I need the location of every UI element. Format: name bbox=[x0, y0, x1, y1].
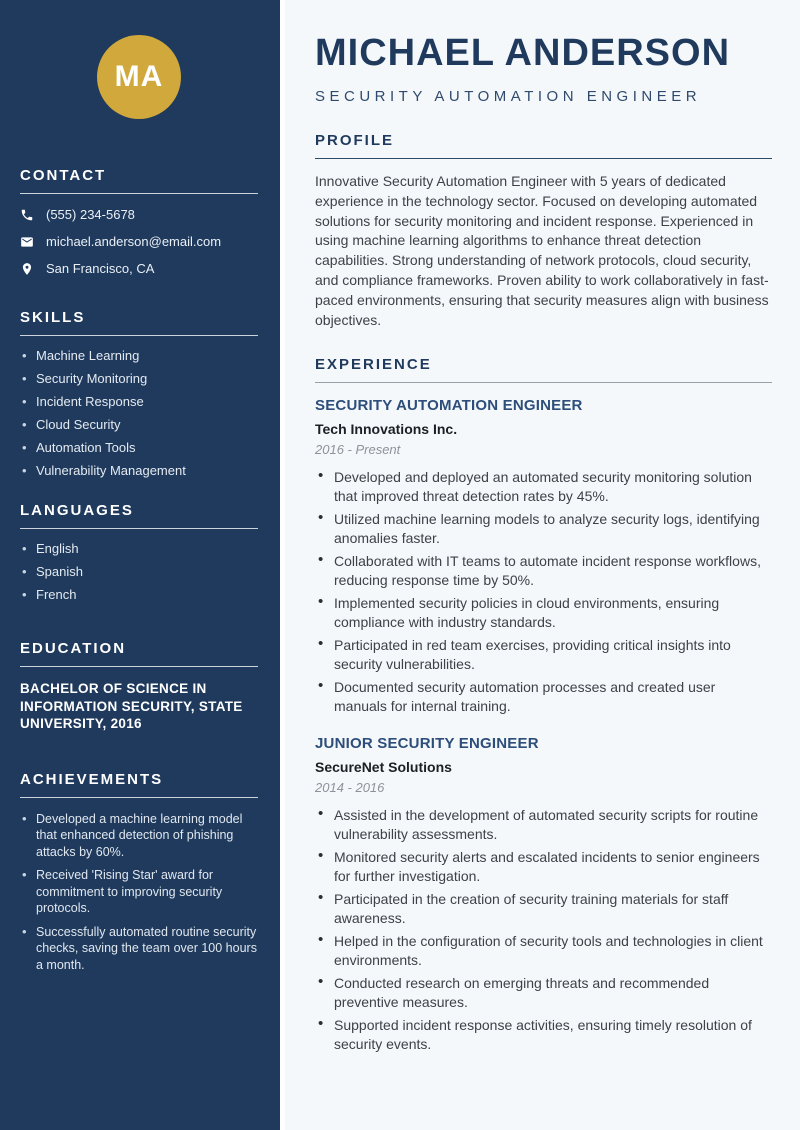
education-heading: EDUCATION bbox=[20, 640, 258, 667]
list-item: • Assisted in the development of automated security scripts for routine vulnerability assessments. bbox=[315, 806, 772, 843]
contact-section bbox=[20, 167, 258, 276]
sidebar bbox=[0, 0, 280, 1130]
list-item: • Spanish bbox=[20, 565, 258, 579]
achievements-heading: ACHIEVEMENTS bbox=[20, 771, 258, 798]
list-item: • Participated in the creation of security training materials for staff awareness. bbox=[315, 890, 772, 927]
list-item: • Security Monitoring bbox=[20, 372, 258, 386]
list-item: • Machine Learning bbox=[20, 349, 258, 363]
list-item: • French bbox=[20, 588, 258, 602]
skills-heading: SKILLS bbox=[20, 309, 258, 336]
email-icon bbox=[20, 235, 34, 249]
languages-list bbox=[20, 542, 258, 602]
job-title: JUNIOR SECURITY ENGINEER bbox=[315, 735, 539, 753]
job-bullet-list bbox=[315, 806, 772, 1053]
list-item: • Received 'Rising Star' award for commitment to improving security protocols. bbox=[20, 867, 258, 917]
job-entry bbox=[315, 397, 772, 715]
profile-section bbox=[315, 132, 772, 330]
profile-heading: PROFILE bbox=[315, 132, 772, 159]
job-dates: 2016 - Present bbox=[315, 442, 401, 458]
skills-section bbox=[20, 309, 258, 478]
skills-list bbox=[20, 349, 258, 478]
person-job-title: SECURITY AUTOMATION ENGINEER bbox=[315, 88, 702, 105]
avatar bbox=[97, 35, 181, 119]
job-dates: 2014 - 2016 bbox=[315, 780, 385, 796]
languages-heading: LANGUAGES bbox=[20, 502, 258, 529]
list-item: • Helped in the configuration of security tools and technologies in client environments. bbox=[315, 932, 772, 969]
degree-text: BACHELOR OF SCIENCE IN INFORMATION SECURITY, STATE UNIVERSITY, 2016 bbox=[20, 681, 243, 731]
list-item: • Supported incident response activities, ensuring timely resolution of security events. bbox=[315, 1016, 772, 1053]
location-value: San Francisco, CA bbox=[46, 261, 155, 276]
list-item: • Vulnerability Management bbox=[20, 464, 258, 478]
contact-phone-row bbox=[20, 207, 258, 222]
list-item: • Cloud Security bbox=[20, 418, 258, 432]
list-item: • Documented security automation processes and created user manuals for internal training. bbox=[315, 678, 772, 715]
achievements-section bbox=[20, 771, 258, 974]
phone-value: (555) 234-5678 bbox=[46, 207, 135, 222]
education-section bbox=[20, 640, 258, 733]
person-name: MICHAEL ANDERSON bbox=[315, 32, 731, 74]
experience-section bbox=[315, 356, 772, 1053]
list-item: • Implemented security policies in cloud environments, ensuring compliance with industry standards. bbox=[315, 594, 772, 631]
list-item: • Developed a machine learning model that enhanced detection of phishing attacks by 60%. bbox=[20, 811, 258, 861]
list-item: • Automation Tools bbox=[20, 441, 258, 455]
avatar-container bbox=[20, 35, 258, 119]
list-item: • English bbox=[20, 542, 258, 556]
list-item: • Successfully automated routine security checks, saving the team over 100 hours a month. bbox=[20, 924, 258, 974]
avatar-initials: MA bbox=[114, 60, 164, 93]
contact-heading: CONTACT bbox=[20, 167, 258, 194]
contact-location-row bbox=[20, 261, 258, 276]
list-item: • Collaborated with IT teams to automate incident response workflows, reducing response time by 50%. bbox=[315, 552, 772, 589]
job-company: SecureNet Solutions bbox=[315, 759, 452, 776]
main-content bbox=[280, 0, 800, 1130]
job-entry bbox=[315, 735, 772, 1053]
list-item: • Utilized machine learning models to analyze security logs, identifying anomalies faster. bbox=[315, 510, 772, 547]
email-value: michael.anderson@email.com bbox=[46, 234, 222, 249]
job-bullet-list bbox=[315, 468, 772, 715]
list-item: • Conducted research on emerging threats and recommended preventive measures. bbox=[315, 974, 772, 1011]
location-pin-icon bbox=[20, 262, 34, 276]
list-item: • Participated in red team exercises, providing critical insights into security vulnerabilities. bbox=[315, 636, 772, 673]
list-item: • Developed and deployed an automated security monitoring solution that improved threat detection rates by 45%. bbox=[315, 468, 772, 505]
job-title: SECURITY AUTOMATION ENGINEER bbox=[315, 397, 583, 415]
list-item: • Monitored security alerts and escalated incidents to senior engineers for further investigation. bbox=[315, 848, 772, 885]
experience-heading: EXPERIENCE bbox=[315, 356, 772, 383]
achievements-list bbox=[20, 811, 258, 974]
languages-section bbox=[20, 502, 258, 602]
contact-email-row bbox=[20, 234, 258, 249]
job-company: Tech Innovations Inc. bbox=[315, 421, 458, 438]
profile-text: Innovative Security Automation Engineer with 5 years of dedicated experience in the technology sector. Focused on developing automated solutions for security monitoring and incident response. Experienced in using machine learning algorithms to enhance threat detection capabilities. Strong understanding of network protocols, cloud security, and compliance frameworks. Proven ability to work collaboratively in fast-paced environments, ensuring that security measures align with business objectives. bbox=[315, 173, 769, 328]
list-item: • Incident Response bbox=[20, 395, 258, 409]
phone-icon bbox=[20, 208, 34, 222]
